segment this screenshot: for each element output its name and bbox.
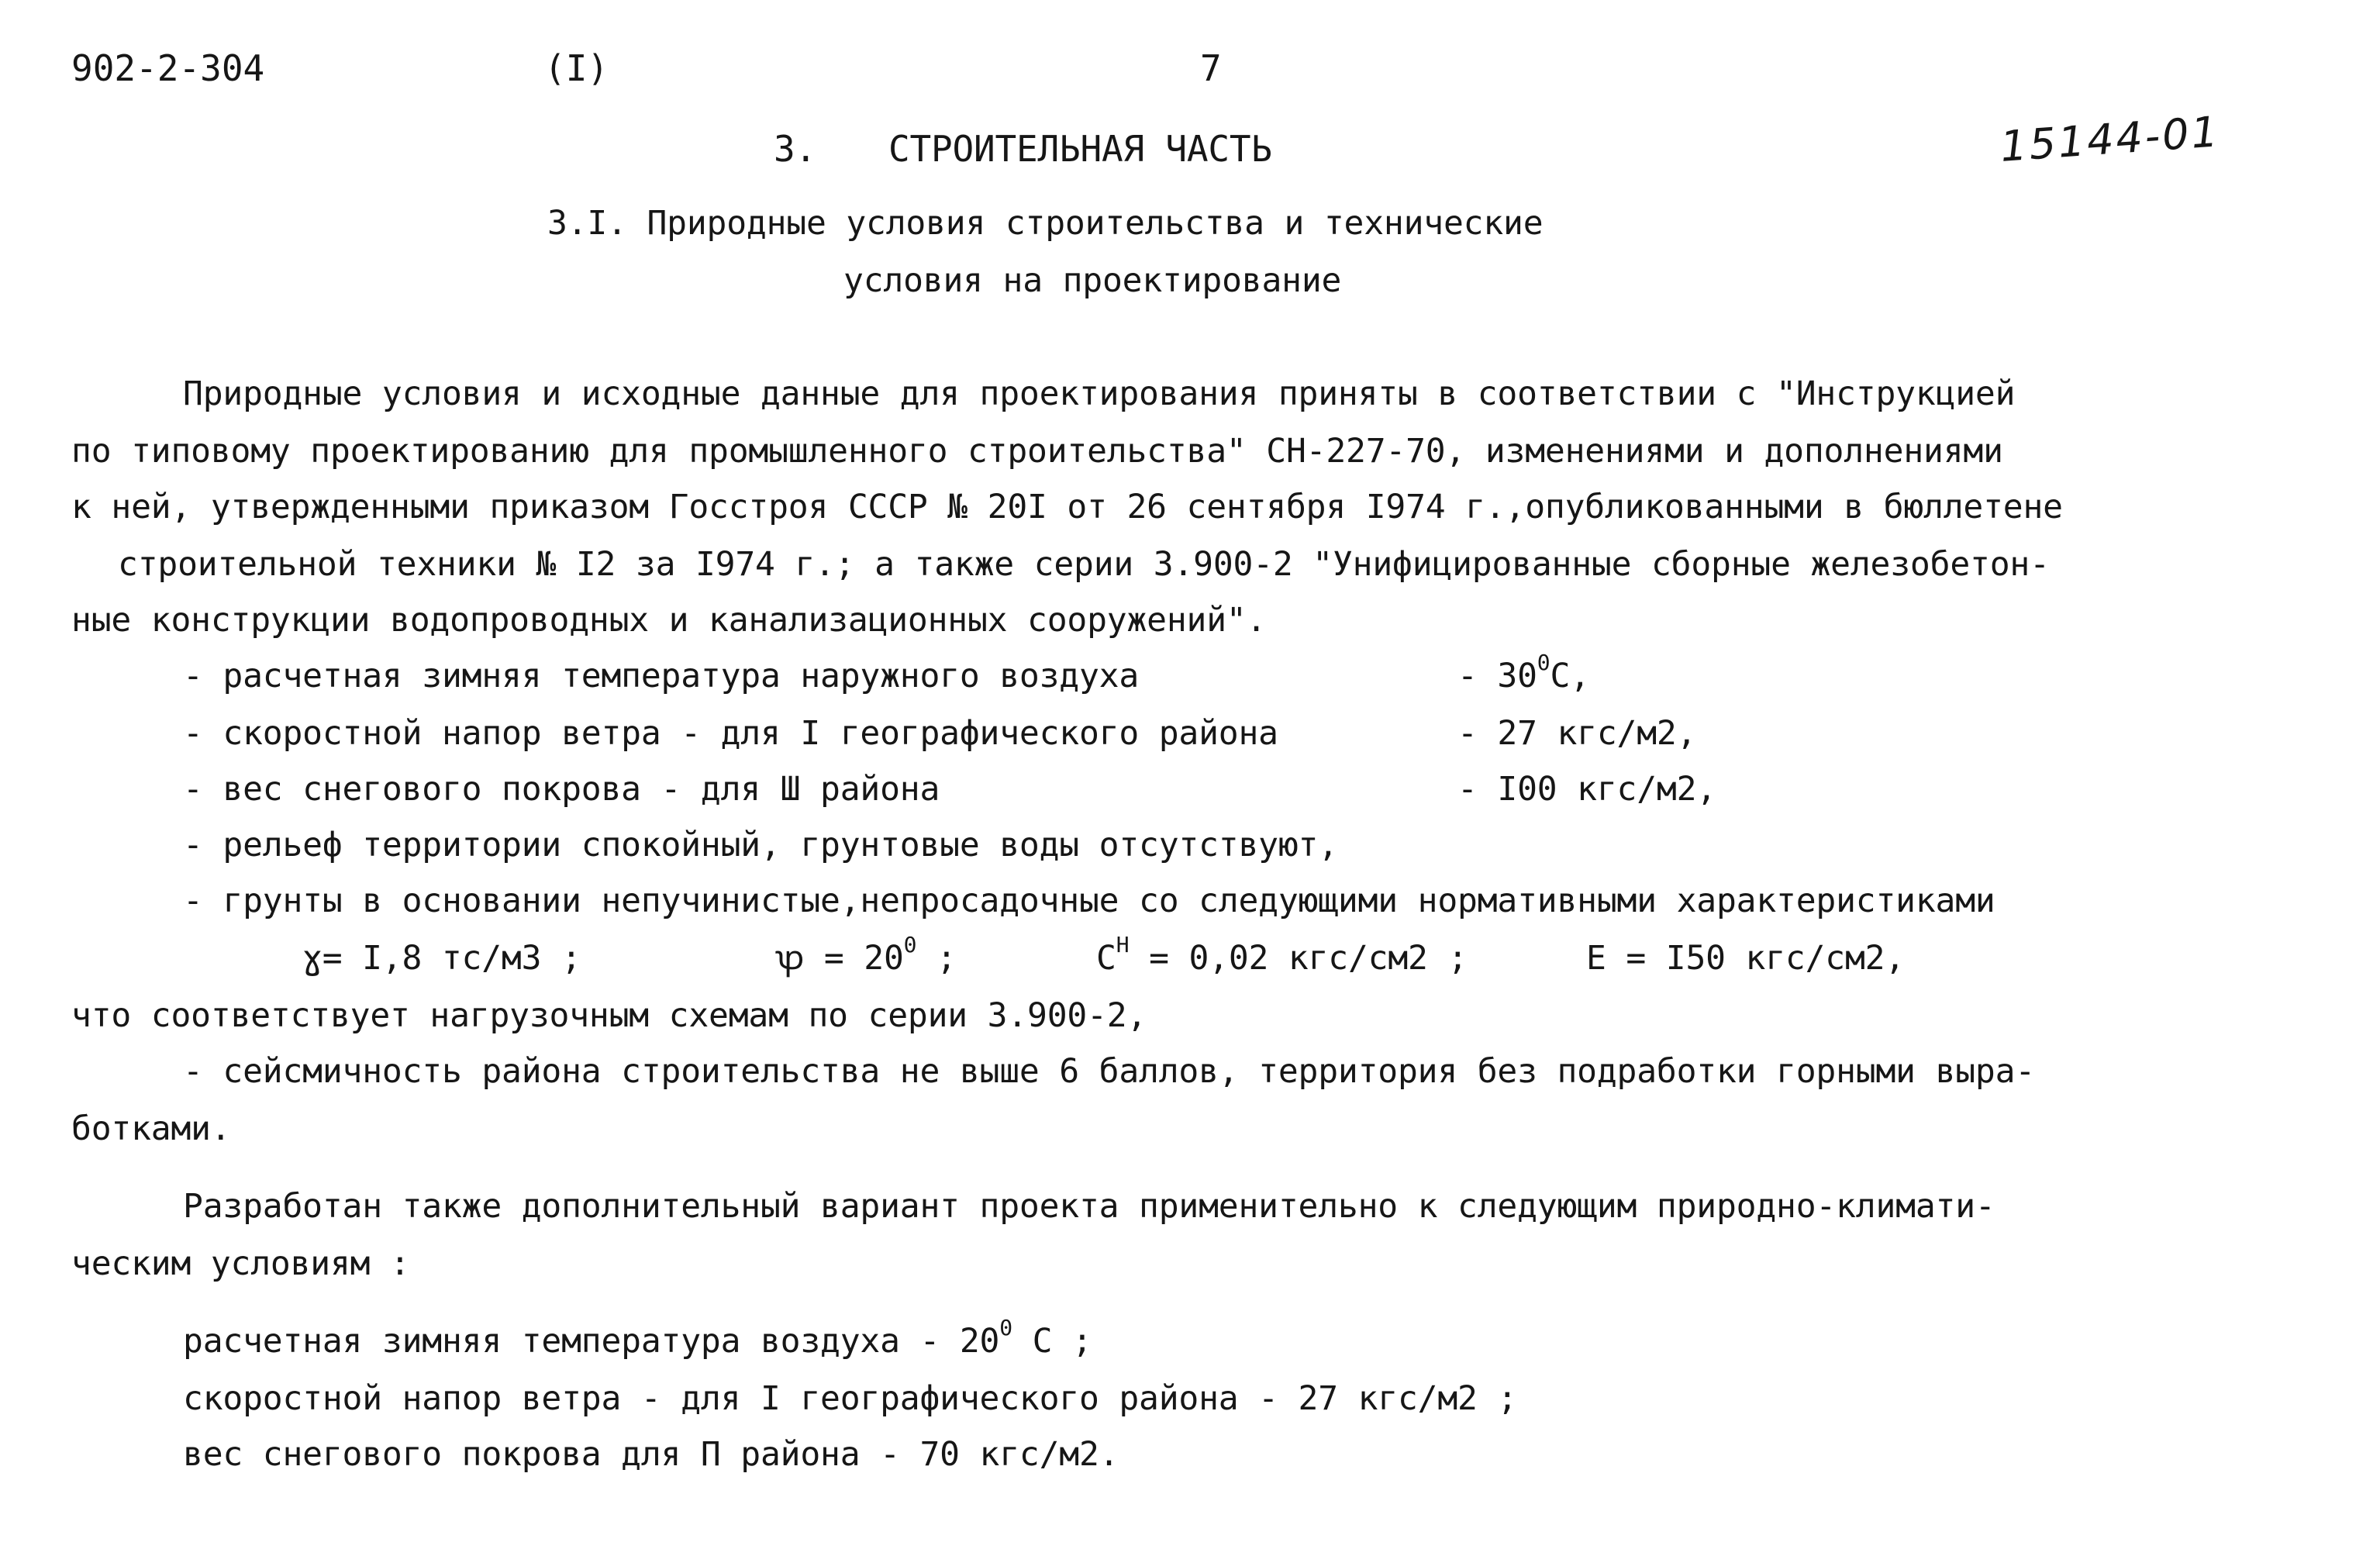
condition-temperature-value: - $30^0С$, (1457, 650, 1590, 695)
page-number: 7 (1200, 47, 1222, 89)
section-number: 3. (774, 128, 816, 170)
handwritten-inventory-number: 15144-01 (1999, 107, 2222, 171)
condition-wind-label: - скоростной напор ветра - для I географического района (183, 714, 1278, 753)
subsection-title-line1: 3.I. Природные условия строительства и технические (547, 204, 1544, 243)
intro-line-1: Природные условия и исходные данные для проектирования приняты в соответствии с "Инструкцией (183, 374, 2016, 413)
intro-line-4: строительной техники № I2 за I974 г.; а также серии 3.900-2 "Унифицированные сборные железобетон- (118, 545, 2050, 584)
condition-wind-value: - 27 кгс/м2, (1457, 714, 1697, 753)
load-schemes-line: что соответствует нагрузочным схемам по серии 3.900-2, (71, 996, 1147, 1035)
seismic-line-1: - сейсмичность района строительства не выше 6 баллов, территория без подработки горными выра- (183, 1052, 2036, 1091)
doc-number: 902-2-304 (71, 47, 265, 89)
section-title: СТРОИТЕЛЬНАЯ ЧАСТЬ (888, 128, 1272, 170)
condition-snow-value: - I00 кгс/м2, (1457, 770, 1716, 809)
subsection-title-line2: условия на проектирование (843, 261, 1342, 300)
seismic-line-2: ботками. (71, 1109, 231, 1148)
additional-snow: вес снегового покрова для П района - 70 кгс/м2. (183, 1435, 1119, 1474)
soil-phi: ꝕ = $20^0$ ; (775, 932, 957, 978)
soil-gamma: ɣ= I,8 тс/м3 ; (302, 939, 581, 978)
doc-part: (I) (544, 47, 609, 89)
condition-snow-label: - вес снегового покрова - для Ш района (183, 770, 940, 809)
terrain-line: - рельеф территории спокойный, грунтовые воды отсутствуют, (183, 826, 1338, 864)
soil-modulus: Е = I50 кгс/см2, (1586, 939, 1906, 978)
soils-line: - грунты в основании непучинистые,непросадочные со следующими нормативными характеристиками (183, 882, 1995, 920)
intro-line-5: ные конструкции водопроводных и канализационных сооружений". (71, 601, 1267, 640)
intro-line-2: по типовому проектированию для промышленного строительства" СН-227-70, изменениями и дополнениями (71, 432, 2003, 471)
additional-wind: скоростной напор ветра - для I географического района - 27 кгс/м2 ; (183, 1379, 1518, 1418)
additional-temperature: расчетная зимняя температура воздуха - $20^0$ С ; (183, 1315, 1092, 1361)
intro-line-3: к ней, утвержденными приказом Госстроя СССР № 20I от 26 сентября I974 г.,опубликованными в бюллетене (71, 488, 2063, 526)
additional-line-1: Разработан также дополнительный вариант проекта применительно к следующим природно-климати- (183, 1187, 1995, 1226)
additional-line-2: ческим условиям : (71, 1244, 410, 1283)
soil-cohesion: $С^Н = 0,02$ кгс/см2 ; (1096, 932, 1468, 978)
condition-temperature-label: - расчетная зимняя температура наружного воздуха (183, 657, 1140, 695)
